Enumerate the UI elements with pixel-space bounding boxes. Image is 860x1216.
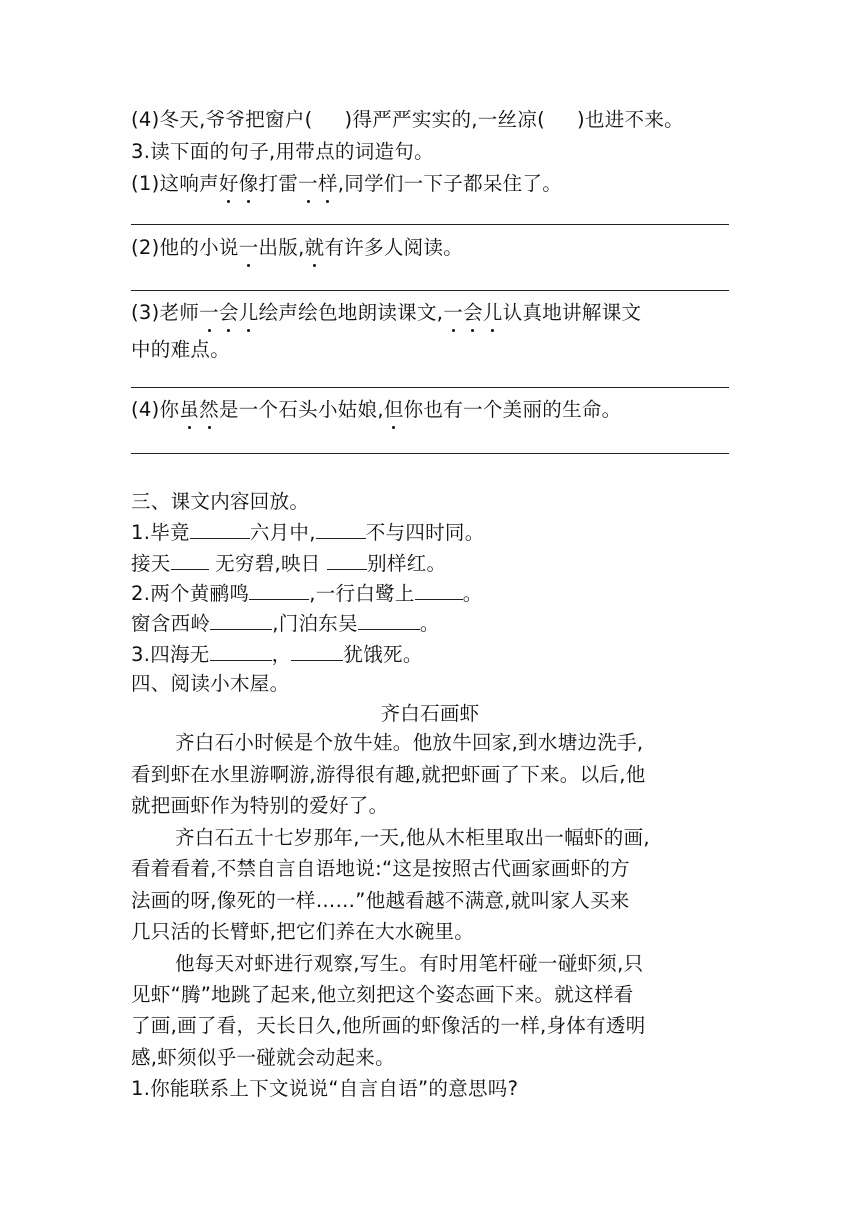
dotted-char: 会 <box>218 301 239 324</box>
dotted-char: 就 <box>304 236 325 259</box>
sentence-text: (2)他的小说 <box>131 236 239 259</box>
answer-line-1[interactable] <box>131 224 729 225</box>
poem-text: 接天 <box>131 552 171 575</box>
sentence-text: 是一个石头小姑娘, <box>218 398 384 421</box>
answer-blank[interactable] <box>210 610 272 630</box>
dotted-char: 然 <box>199 398 219 421</box>
answer-blank[interactable] <box>291 641 343 661</box>
item-text: )得严严实实的,一丝凉( <box>344 108 546 131</box>
sentence-text: 出版, <box>258 236 305 259</box>
answer-line-4[interactable] <box>131 453 729 454</box>
answer-blank[interactable] <box>358 610 420 630</box>
poem-text: 犹饿死。 <box>343 643 423 666</box>
poem-line-5 <box>131 641 751 667</box>
poem-text: ,门泊东吴 <box>272 612 358 635</box>
poem-text: ,一行白鹭上 <box>309 582 415 605</box>
poem-text: 窗含西岭 <box>131 612 211 635</box>
sentence-text: 有许多人阅读。 <box>324 236 464 259</box>
passage-line: 齐白石小时候是个放牛娃。他放牛回家,到水塘边洗手, <box>175 731 644 754</box>
dotted-char: 但 <box>383 398 404 421</box>
sentence-text: (4)你 <box>131 398 180 421</box>
item-text: (4)冬天,爷爷把窗户( <box>131 108 313 131</box>
passage-line: 他每天对虾进行观察,写生。有时用笔杆碰一碰虾须,只 <box>175 952 644 975</box>
fill-in-item-4 <box>131 107 751 133</box>
dotted-char: 一 <box>443 301 464 324</box>
passage-line: 看到虾在水里游啊游,游得很有趣,就把虾画了下来。以后,他 <box>131 763 646 786</box>
sentence-text: 认真地讲解课文 <box>502 301 642 324</box>
poem-text: 别样红。 <box>367 552 447 575</box>
dotted-char: 一 <box>199 301 219 324</box>
passage-line: 感,虾须似乎一碰就会动起来。 <box>131 1046 395 1069</box>
sentence-4 <box>131 397 751 423</box>
sentence-text: (3)老师 <box>131 301 200 324</box>
dotted-char: 会 <box>463 301 483 324</box>
dotted-char: 好 <box>218 172 239 195</box>
poem-text: 六月中, <box>249 521 316 544</box>
question-1: 1.你能联系上下文说说“自言自语”的意思吗? <box>131 1077 519 1100</box>
poem-text: 。 <box>419 612 440 635</box>
poem-line-2 <box>131 550 751 576</box>
sentence-3 <box>131 300 751 326</box>
sentence-1 <box>131 171 751 197</box>
poem-line-3 <box>131 580 751 606</box>
poem-line-4 <box>131 610 751 636</box>
passage-line: 见虾“腾”地跳了起来,他立刻把这个姿态画下来。就这样看 <box>131 983 634 1006</box>
sentence-text: 打雷 <box>258 172 299 195</box>
sentence-2 <box>131 235 751 261</box>
dotted-char: 儿 <box>482 301 503 324</box>
dotted-char: 一 <box>298 172 318 195</box>
poem-text: 2.两个黄鹂鸣 <box>131 582 250 605</box>
answer-line-3[interactable] <box>131 387 729 388</box>
poem-text: 不与四时同。 <box>365 521 485 544</box>
dotted-char: 样 <box>317 172 338 195</box>
answer-line-2[interactable] <box>131 290 729 291</box>
sentence-text: 你也有一个美丽的生命。 <box>403 398 622 421</box>
dotted-char: 儿 <box>238 301 259 324</box>
passage-title: 齐白石画虾 <box>380 702 480 725</box>
poem-text: ， <box>271 643 292 666</box>
passage-line: 了画,画了看，天长日久,他所画的虾像活的一样,身体有透明 <box>131 1014 646 1037</box>
passage-line: 几只活的长臂虾,把它们养在大水碗里。 <box>131 920 475 943</box>
section-4-heading: 四、阅读小木屋。 <box>131 672 290 695</box>
section-3-heading: 三、课文内容回放。 <box>131 490 310 513</box>
sentence-text: ,同学们一下子都呆住了。 <box>337 172 563 195</box>
answer-blank[interactable] <box>171 550 209 570</box>
passage-line: 看着看着,不禁自言自语地说:“这是按照古代画家画虾的方 <box>131 857 630 880</box>
poem-text: 。 <box>462 582 483 605</box>
item-text: )也进不来。 <box>577 108 684 131</box>
sentence-3-cont: 中的难点。 <box>131 338 231 361</box>
answer-blank[interactable] <box>316 519 366 539</box>
sentence-text: 绘声绘色地朗读课文, <box>258 301 444 324</box>
poem-text: 3.四海无 <box>131 643 210 666</box>
answer-blank[interactable] <box>249 580 309 600</box>
answer-blank[interactable] <box>190 519 250 539</box>
poem-text: 1.毕竟 <box>131 521 190 544</box>
answer-blank[interactable] <box>415 580 463 600</box>
passage-line: 齐白石五十七岁那年,一天,他从木柜里取出一幅虾的画, <box>175 826 650 849</box>
dotted-char: 像 <box>238 172 259 195</box>
passage-line: 就把画虾作为特别的爱好了。 <box>131 794 389 817</box>
sentence-text: (1)这响声 <box>131 172 219 195</box>
passage-line: 法画的呀,像死的一样……”他越看越不满意,就叫家人买来 <box>131 889 630 912</box>
answer-blank[interactable] <box>327 550 367 570</box>
dotted-char: 一 <box>238 236 259 259</box>
question-3-heading: 3.读下面的句子,用带点的词造句。 <box>131 140 434 163</box>
dotted-char: 虽 <box>179 398 200 421</box>
poem-line-1 <box>131 519 751 545</box>
poem-text: 无穷碧,映日 <box>208 552 328 575</box>
answer-blank[interactable] <box>210 641 272 661</box>
